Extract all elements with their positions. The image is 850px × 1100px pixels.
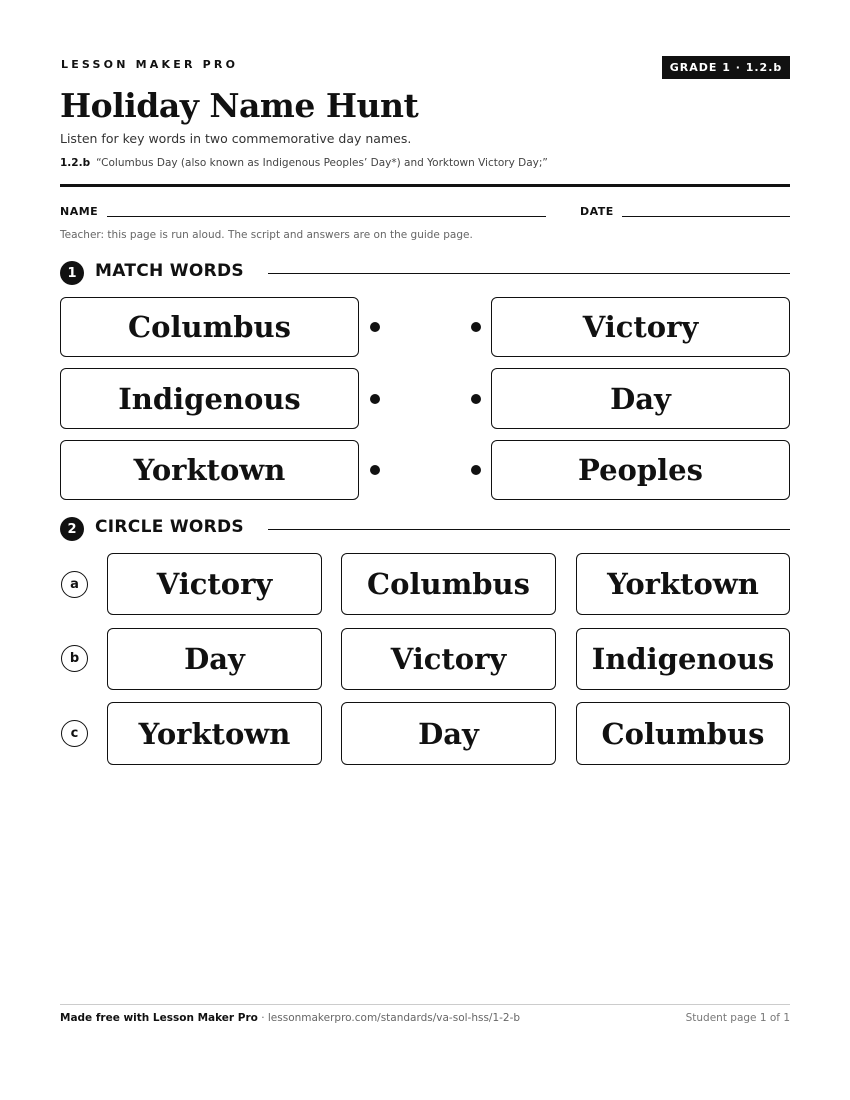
- circle-word[interactable]: Columbus: [576, 702, 790, 765]
- date-field[interactable]: [622, 216, 790, 217]
- match-left-word[interactable]: Columbus: [60, 297, 359, 357]
- footer-made-with: Made free with Lesson Maker Pro: [60, 1012, 258, 1024]
- circle-word[interactable]: Indigenous: [576, 628, 790, 690]
- name-field[interactable]: [107, 216, 546, 217]
- section-2-title: CIRCLE WORDS: [95, 517, 244, 537]
- date-label: DATE: [580, 205, 614, 218]
- row-letter-b: b: [61, 645, 88, 672]
- footer-credit: [60, 1012, 520, 1024]
- standard-line: [60, 157, 548, 169]
- standard-code: 1.2.b: [60, 157, 91, 169]
- match-right-word[interactable]: Day: [491, 368, 790, 429]
- grade-badge: GRADE 1 · 1.2.b: [662, 56, 790, 79]
- match-left-word[interactable]: Yorktown: [60, 440, 359, 500]
- row-letter-c: c: [61, 720, 88, 747]
- circle-word[interactable]: Victory: [107, 553, 322, 615]
- footer-url[interactable]: · lessonmakerpro.com/standards/va-sol-hss/1-2-b: [257, 1012, 521, 1024]
- standard-text: “Columbus Day (also known as Indigenous Peoples’ Day*) and Yorktown Victory Day;”: [96, 157, 548, 169]
- circle-word[interactable]: Yorktown: [576, 553, 790, 615]
- section-2-rule: [268, 529, 790, 530]
- row-letter-a: a: [61, 571, 88, 598]
- match-right-word[interactable]: Victory: [491, 297, 790, 357]
- footer-page-number: Student page 1 of 1: [685, 1012, 790, 1024]
- match-left-dot[interactable]: [370, 394, 380, 404]
- match-left-dot[interactable]: [370, 465, 380, 475]
- match-left-word[interactable]: Indigenous: [60, 368, 359, 429]
- section-2-number: 2: [60, 517, 84, 541]
- page-subtitle: Listen for key words in two commemorative day names.: [60, 131, 412, 146]
- circle-word[interactable]: Yorktown: [107, 702, 322, 765]
- footer-rule: [60, 1004, 790, 1005]
- header-rule: [60, 184, 790, 187]
- name-label: NAME: [60, 205, 99, 218]
- section-1-number: 1: [60, 261, 84, 285]
- match-right-word[interactable]: Peoples: [491, 440, 790, 500]
- teacher-note: Teacher: this page is run aloud. The script and answers are on the guide page.: [60, 229, 473, 241]
- match-right-dot[interactable]: [471, 322, 481, 332]
- page-title: Holiday Name Hunt: [60, 86, 419, 125]
- match-right-dot[interactable]: [471, 394, 481, 404]
- match-left-dot[interactable]: [370, 322, 380, 332]
- section-1-title: MATCH WORDS: [95, 261, 244, 281]
- circle-word[interactable]: Day: [341, 702, 556, 765]
- circle-word[interactable]: Columbus: [341, 553, 556, 615]
- circle-word[interactable]: Day: [107, 628, 322, 690]
- match-right-dot[interactable]: [471, 465, 481, 475]
- brand-name: LESSON MAKER PRO: [61, 58, 239, 71]
- circle-word[interactable]: Victory: [341, 628, 556, 690]
- section-1-rule: [268, 273, 790, 274]
